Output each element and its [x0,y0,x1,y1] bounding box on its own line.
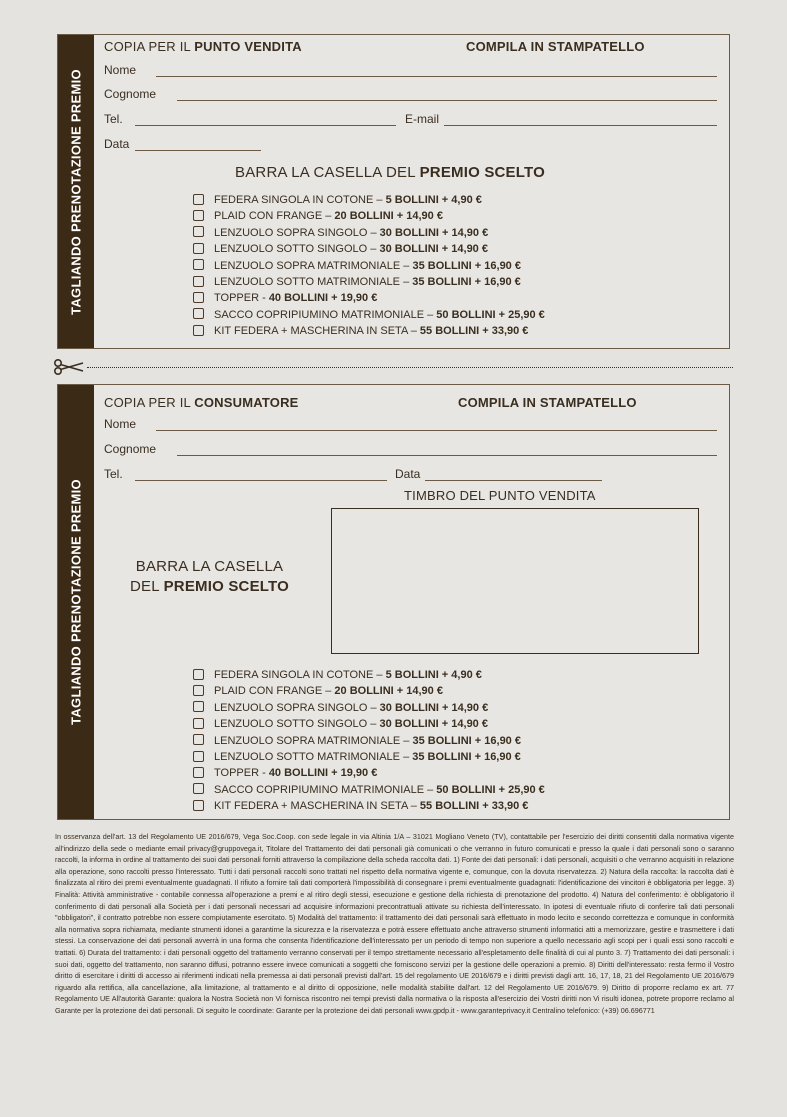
cognome-field[interactable] [177,455,717,456]
prize-price: 35 BOLLINI + 16,90 € [412,276,521,288]
prize-checkbox[interactable] [193,276,204,287]
prize-option[interactable] [193,241,488,257]
prize-option[interactable] [193,765,377,781]
prize-option[interactable] [193,749,521,765]
prize-name: FEDERA SINGOLA IN COTONE – [214,669,386,681]
prize-price: 5 BOLLINI + 4,90 € [385,194,482,206]
data-label: Data [104,137,130,151]
prize-price: 30 BOLLINI + 14,90 € [379,718,488,731]
prize-price: 40 BOLLINI + 19,90 € [268,292,378,305]
coupon-store-copy [57,34,730,349]
prize-checkbox[interactable] [193,701,204,712]
prize-price: 35 BOLLINI + 16,90 € [412,734,521,747]
prize-checkbox[interactable] [193,751,204,762]
prize-price: 55 BOLLINI + 33,90 € [419,325,529,338]
choose-prize-heading: BARRA LA CASELLA DEL PREMIO SCELTO [130,558,289,595]
prize-option[interactable] [193,290,377,306]
prize-name: TOPPER - [214,292,269,305]
prize-name: KIT FEDERA + MASCHERINA IN SETA – [214,325,420,338]
prize-option[interactable] [193,225,488,241]
prize-checkbox[interactable] [193,734,204,745]
nome-field[interactable] [156,430,717,431]
choose-prize-heading: BARRA LA CASELLA DEL PREMIO SCELTO [235,164,545,181]
strip-label: TAGLIANDO PRENOTAZIONE PREMIO [68,479,84,725]
copy-for-label: COPIA PER IL CONSUMATORE [104,395,299,410]
data-label: Data [395,467,421,481]
prize-name: PLAID CON FRANGE – [214,685,335,698]
prize-name: TOPPER - [214,767,269,780]
prize-checkbox[interactable] [193,325,204,336]
prize-checkbox[interactable] [193,292,204,303]
prize-name: LENZUOLO SOTTO SINGOLO – [214,243,380,256]
cut-line [53,359,733,371]
nome-field[interactable] [156,76,717,77]
tel-field[interactable] [135,125,396,126]
prize-price: 30 BOLLINI + 14,90 € [379,226,489,239]
strip-label: TAGLIANDO PRENOTAZIONE PREMIO [68,68,84,315]
prize-name: LENZUOLO SOTTO MATRIMONIALE – [214,276,413,288]
prize-name: SACCO COPRIPIUMINO MATRIMONIALE – [214,783,437,796]
prize-name: LENZUOLO SOTTO MATRIMONIALE – [214,751,413,763]
cognome-label: Cognome [104,442,157,456]
prize-price: 20 BOLLINI + 14,90 € [334,210,443,223]
prize-price: 30 BOLLINI + 14,90 € [379,701,489,714]
stamp-box [331,508,699,654]
coupon-side-strip [58,385,94,819]
tel-label: Tel. [104,112,123,126]
tel-label: Tel. [104,467,123,481]
privacy-notice: In osservanza dell'art. 13 del Regolamento UE 2016/679, Vega Soc.Coop. con sede legale in via Altinia 1/A – 31021 Mogliano Veneto (TV), contattabile per l'esercizio dei diritti consentiti dalla normativa vigente all'indirizzo della sede o mediante email privacy@gruppovega.it, Titolare del Trattamento dei dati personali già comunicati o che verranno in futuro comunicati e presso la quale i dati personali sono o saranno raccolti, la informa in ordine al trattamento dei suoi dati personali forniti attraverso la compilazione della scheda raccolta dati. 1) Fonte dei dati personali: i dati personali, acquisiti o che verranno acquisiti in relazione alla operazione, sono raccolti presso l'interessato. Tutti i dati personali raccolti sono trattati nel rispetto della normativa vigente e, comunque, con la dovuta riservatezza. 2) Natura della raccolta: la raccolta dati è finalizzata al ritiro dei premi eventualmente guadagnati. Il rifiuto a fornire tali dati comporterà l'impossibilità di consegnare i premi eventualmente guadagnati: l'identificazione dei vincitori è obbligatoria per legge. 3) Finalità: Attività amministrative - contabile connessa all'operazione a premi e al ritiro degli stessi, esecuzione e gestione della richiesta di prenotazione del prodotto. 4) Natura del conferimento: è obbligatorio il conferimento di dati personali alla Società per i dati personali necessari ad acquisire informazioni precontrattuali attivate su richiesta dell'interessato. In ipotesi di eventuale rifiuto di conferire tali dati personali "obbligatori", il contratto potrebbe non essere compiutamente esercitato. 5) Modalità del trattamento: il trattamento dei dati personali sarà effettuato in modo lecito e secondo correttezza e comunque in conformità alla normativa sopra richiamata, mediante strumenti idonei a garantirne la sicurezza e la riservatezza e potrà essere effettuato anche attraverso strumenti informatici atti a memorizzare, gestire e trasmettere i dati stessi. La conservazione dei dati personali avverrà in una forma che consenta l'identificazione dell'interessato per un periodo di tempo non superiore a quello necessario agli scopi per i quali essi sono raccolti e trattati. 6) Durata del trattamento: i dati personali oggetto del trattamento verranno conservati per il tempo strettamente necessario all'espletamento delle finalità di cui al punto 3. 7) Trattamento dei dati personali: i suoi dati, oggetto del trattamento, non saranno diffusi, potranno essere invece comunicati a soggetti che forniscono servizi per la gestione delle operazioni a premio. 8) Diritti dell'interessato: resta fermo il Vostro diritto di esercitare i diritti di accesso ai riferimenti indicati nella premessa ai dati personali previsti dall'art. 15 del regolamento UE 2016/679 e i diritti previsti dagli artt. 16, 17, 18, 21 del Regolamento UE 2016/679 riguardo alla rettifica, alla cancellazione, alla limitazione, al trattamento e al diritto di opposizione, nelle modalità stabilite dall'art. 12 del Regolamento UE 2016/679. 9) Diritto di proporre reclamo ex art. 77 Regolamento UE All'autorità Garante: qualora la Nostra Società non Vi fornisca riscontro nei tempi previsti dalla normativa o la risposta all'esercizio dei Vostri diritti non Vi risulti idonea, potrete proporre reclamo al Garante per la protezione dei dati personali. Di seguito le coordinate: Garante per la protezione dei dati personali www.gpdp.it - www.garanteprivacy.it Centralino telefonico: (+39) 06.696771 [55,832,734,1015]
cognome-field[interactable] [177,100,717,101]
stamp-label: TIMBRO DEL PUNTO VENDITA [404,488,596,503]
prize-price: 35 BOLLINI + 16,90 € [412,751,521,763]
prize-checkbox[interactable] [193,783,204,794]
prize-name: FEDERA SINGOLA IN COTONE – [214,194,386,206]
prize-option[interactable] [193,683,443,699]
tel-field[interactable] [135,480,387,481]
fill-in-caps-label: COMPILA IN STAMPATELLO [466,39,645,54]
prize-name: LENZUOLO SOTTO SINGOLO – [214,718,380,731]
prize-option[interactable] [193,716,488,732]
prize-name: LENZUOLO SOPRA MATRIMONIALE – [214,734,413,747]
scissors-icon [53,359,85,375]
prize-price: 30 BOLLINI + 14,90 € [379,243,488,256]
prize-option[interactable] [193,700,488,716]
fill-in-caps-label: COMPILA IN STAMPATELLO [458,395,637,410]
prize-checkbox[interactable] [193,685,204,696]
prize-price: 50 BOLLINI + 25,90 € [436,783,545,796]
coupon-side-strip [58,35,94,348]
coupon-consumer-copy [57,384,730,820]
prize-option[interactable] [193,733,521,749]
prize-option[interactable] [193,782,545,798]
prize-option[interactable] [193,192,482,208]
nome-label: Nome [104,63,137,77]
email-field[interactable] [444,125,717,126]
prize-price: 20 BOLLINI + 14,90 € [334,685,443,698]
prize-checkbox[interactable] [193,669,204,680]
data-field[interactable] [425,480,602,481]
prize-checkbox[interactable] [193,226,204,237]
prize-name: LENZUOLO SOPRA SINGOLO – [214,701,380,714]
prize-option[interactable] [193,307,545,323]
prize-name: SACCO COPRIPIUMINO MATRIMONIALE – [214,308,437,321]
prize-checkbox[interactable] [193,259,204,270]
prize-price: 55 BOLLINI + 33,90 € [419,800,529,813]
prize-name: LENZUOLO SOPRA SINGOLO – [214,226,380,239]
prize-option[interactable] [193,274,521,290]
prize-price: 5 BOLLINI + 4,90 € [385,669,482,681]
data-field[interactable] [135,150,261,151]
nome-label: Nome [104,417,137,431]
copy-for-label: COPIA PER IL PUNTO VENDITA [104,39,302,54]
prize-name: PLAID CON FRANGE – [214,210,335,223]
prize-checkbox[interactable] [193,800,204,811]
prize-price: 50 BOLLINI + 25,90 € [436,308,545,321]
prize-option[interactable] [193,667,482,683]
prize-price: 35 BOLLINI + 16,90 € [412,259,521,272]
prize-checkbox[interactable] [193,210,204,221]
prize-name: KIT FEDERA + MASCHERINA IN SETA – [214,800,420,813]
prize-checkbox[interactable] [193,243,204,254]
prize-price: 40 BOLLINI + 19,90 € [268,767,378,780]
prize-checkbox[interactable] [193,767,204,778]
cognome-label: Cognome [104,87,157,101]
prize-option[interactable] [193,258,521,274]
prize-checkbox[interactable] [193,194,204,205]
prize-option[interactable] [193,798,528,814]
prize-option[interactable] [193,323,528,339]
prize-checkbox[interactable] [193,308,204,319]
prize-option[interactable] [193,208,443,224]
prize-name: LENZUOLO SOPRA MATRIMONIALE – [214,259,413,272]
prize-checkbox[interactable] [193,718,204,729]
email-label: E-mail [405,112,440,126]
